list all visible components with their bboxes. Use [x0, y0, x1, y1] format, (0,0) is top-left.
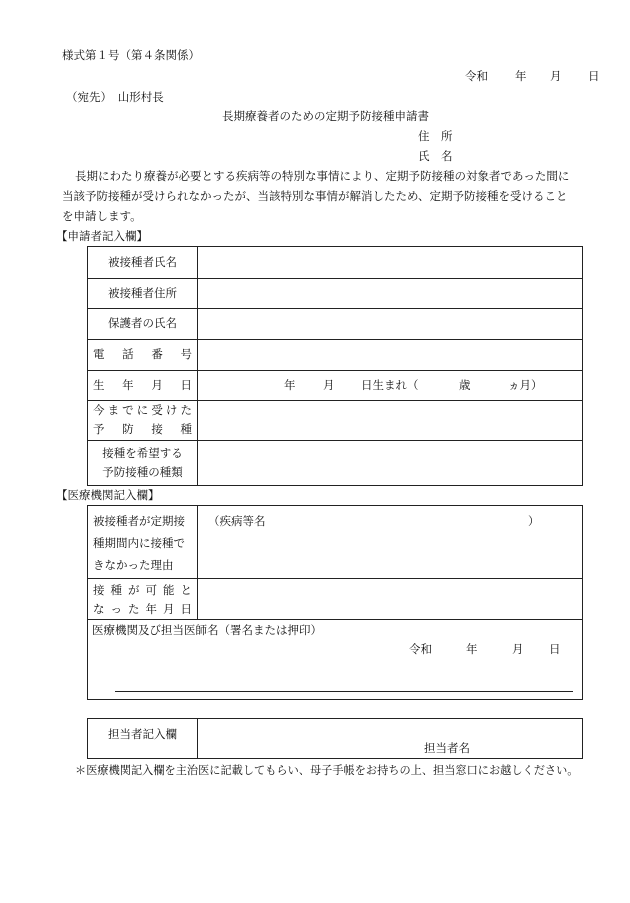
body-text-line-3: を申請します。 — [62, 209, 142, 223]
body-text-line-1: 長期にわたり療養が必要とする疾病等の特別な事情により、定期予防接種の対象者であった間に — [75, 169, 570, 183]
label-applicant-name: 被接種者氏名 — [108, 255, 177, 269]
document-title: 長期療養者のための定期予防接種申請書 — [222, 109, 429, 123]
staff-table — [87, 718, 583, 759]
label-desired-vaccine-line2: 予防接種の種類 — [102, 465, 183, 479]
input-vaccinations-received[interactable] — [198, 401, 582, 440]
applicant-address-label: 住 所 — [418, 129, 453, 143]
applicant-name-label: 氏 名 — [418, 149, 453, 163]
institution-date-year: 年 — [466, 642, 478, 656]
label-applicant-address: 被接種者住所 — [108, 286, 177, 300]
input-birthdate[interactable] — [198, 371, 582, 400]
input-guardian-name[interactable] — [198, 309, 582, 339]
institution-date-era: 令和 — [409, 642, 432, 656]
institution-date-month: 月 — [512, 642, 524, 656]
institution-label: 医療機関及び担当医師名（署名または押印） — [92, 623, 322, 637]
applicant-section-heading: 【申請者記入欄】 — [56, 229, 148, 243]
input-possible-date[interactable] — [198, 579, 582, 619]
input-phone[interactable] — [198, 340, 582, 370]
medical-section-heading: 【医療機関記入欄】 — [56, 488, 160, 502]
date-day: 日 — [588, 69, 600, 83]
input-desired-vaccine[interactable] — [198, 441, 582, 485]
label-guardian-name: 保護者の氏名 — [108, 316, 177, 330]
birth-day-label: 日生まれ（ — [361, 378, 419, 392]
label-desired-vaccine-line1: 接種を希望する — [102, 446, 183, 460]
birth-year-label: 年 — [284, 378, 296, 392]
disease-name-open: （疾病等名 — [208, 514, 266, 528]
age-years-label: 歳 — [459, 378, 471, 392]
footnote: ＊医療機関記入欄を主治医に記載してもらい、母子手帳をお持ちの上、担当窓口にお越しください。 — [75, 764, 579, 777]
applicant-table — [87, 246, 583, 486]
addressee: （宛先） 山形村長 — [66, 90, 164, 104]
date-era: 令和 — [465, 69, 488, 83]
label-possible-date-line1: 接 種 が 可 能 と — [93, 583, 192, 597]
input-applicant-name[interactable] — [198, 248, 582, 278]
input-staff[interactable] — [198, 719, 582, 758]
header-date — [465, 71, 600, 83]
birth-month-label: 月 — [323, 378, 335, 392]
label-vaccinations-received-line2: 予 防 接 種 — [93, 422, 192, 436]
label-staff-section: 担当者記入欄 — [108, 727, 177, 741]
date-year: 年 — [515, 69, 527, 83]
label-phone: 電 話 番 号 — [93, 347, 192, 361]
medical-table — [87, 505, 583, 700]
input-reason[interactable] — [198, 507, 582, 578]
label-reason-line3: きなかった理由 — [93, 558, 174, 572]
label-vaccinations-received-line1: 今 ま で に 受 け た — [93, 403, 192, 417]
institution-date-day: 日 — [549, 642, 561, 656]
body-text-line-2: 当該予防接種が受けられなかったが、当該特別な事情が解消したため、定期予防接種を受けること — [62, 189, 568, 203]
label-reason-line1: 被接種者が定期接 — [93, 514, 185, 528]
staff-person-label: 担当者名 — [424, 741, 470, 755]
label-possible-date-line2: な っ た 年 月 日 — [93, 602, 192, 616]
label-birthdate: 生 年 月 日 — [93, 378, 192, 392]
institution-date — [409, 644, 559, 656]
date-month: 月 — [550, 69, 562, 83]
input-institution-signature[interactable] — [115, 666, 573, 692]
form-number: 様式第１号（第４条関係） — [62, 48, 200, 62]
age-months-label: ヵ月） — [508, 378, 543, 392]
input-applicant-address[interactable] — [198, 279, 582, 308]
label-reason-line2: 種期間内に接種で — [93, 536, 185, 550]
disease-name-close: ） — [528, 514, 540, 528]
